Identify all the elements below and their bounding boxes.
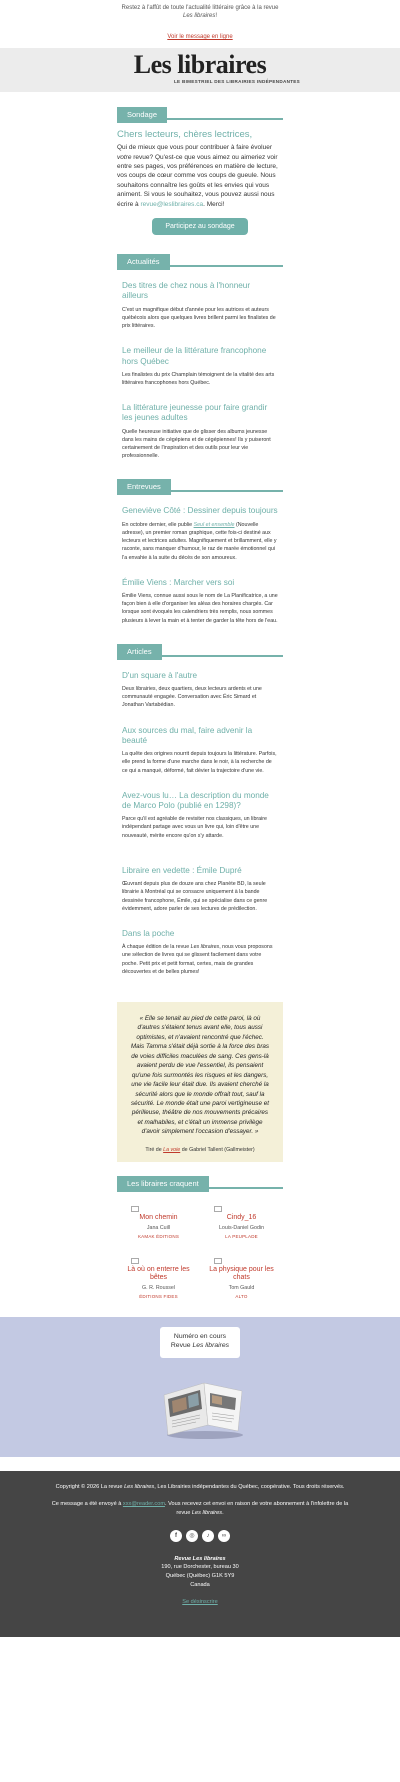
section-header-sondage — [117, 104, 283, 120]
section-header-actualites — [117, 251, 283, 267]
book-card[interactable] — [121, 1206, 196, 1258]
social-links — [50, 1530, 350, 1542]
article-summary: Parce qu'il est agréable de revisiter nos classiques, un libraire indépendant partage avec vous un livre qui, loin d'être une nouveauté, mérite encore qu'on s'y attarde. — [122, 816, 267, 839]
section-header-craquent — [117, 1173, 283, 1189]
summary-part: , nous vous proposons une sélection de livres qui se glissent facilement dans votre poche. Petit prix et petit format, certes, mais de grandes découvertes et de belles plumes! — [122, 944, 273, 975]
book-cover-placeholder[interactable] — [214, 1206, 222, 1212]
main-content — [117, 104, 283, 1306]
issue-line-2-part: Revue — [170, 1341, 193, 1349]
article-title[interactable]: Libraire en vedette : Émile Dupré — [122, 865, 242, 875]
sondage-text-part: . Merci! — [203, 200, 225, 208]
logo[interactable]: Les libraires — [133, 50, 267, 80]
sondage-text — [117, 143, 283, 209]
address-line: 190, rue Dorchester, bureau 30 — [161, 1564, 239, 1571]
section-title: Actualités — [117, 254, 170, 270]
book-author: Louis-Daniel Godin — [218, 1225, 265, 1232]
source-part: de Gabriel Tallent (Gallmeister) — [180, 1146, 255, 1153]
facebook-icon[interactable]: f — [170, 1530, 182, 1542]
notice-part: . — [222, 1510, 224, 1516]
survey-button[interactable]: Participez au sondage — [152, 218, 248, 235]
book-card[interactable] — [204, 1206, 279, 1258]
book-author: G. R. Roussel — [142, 1285, 175, 1292]
article-title[interactable]: Avez-vous lu… La description du monde de Marco Polo (publié en 1298)? — [122, 790, 269, 811]
current-issue-button[interactable] — [160, 1327, 240, 1358]
footer — [0, 1471, 400, 1637]
article-item[interactable] — [117, 726, 283, 775]
greeting: Chers lecteurs, chères lectrices, — [117, 129, 253, 141]
instagram-icon[interactable]: ◎ — [186, 1530, 198, 1542]
copyright-em: Les libraires — [124, 1483, 155, 1490]
view-online — [0, 20, 400, 48]
sondage-text-part: revue? Qu'est-ce que vous aimez ou aimeriez voir entre ses pages, vos préférences en matière de lecture, vos coups de cœur comme vos coups de gueule. Nous souhaitons connaître les goûts et les envies qui vous animent. Si vous le souhaitez, vous pouvez aussi nous écrire à — [117, 153, 278, 208]
interview-item[interactable] — [117, 578, 283, 625]
section-title: Sondage — [117, 107, 167, 123]
article-title[interactable]: Des titres de chez nous à l'honneur ailleurs — [122, 281, 251, 301]
article-title[interactable]: Aux sources du mal, faire advenir la beauté — [122, 725, 253, 745]
notice-part: . Vous recevez cet envoi en raison de votre abonnement à l'infolettre de la revue — [164, 1501, 349, 1516]
article-item[interactable] — [117, 929, 283, 976]
article-summary — [122, 521, 278, 562]
article-summary: Deux librairies, deux quartiers, deux lecteurs ardents et une communauté engagée. Conversation avec Éric Simard et Jonathan Vartabédian. — [122, 686, 262, 709]
article-summary: C'est un magnifique début d'année pour les autrices et auteurs québécois alors que quelques livres brillent parmi les finalistes de prix littéraires. — [122, 306, 276, 330]
article-item[interactable] — [117, 403, 283, 460]
sent-notice — [50, 1500, 350, 1517]
article-title[interactable]: Dans la poche — [122, 928, 175, 938]
issue-line-2-em: Les libraires — [192, 1341, 230, 1349]
article-title[interactable]: Geneviève Côté : Dessiner depuis toujours — [122, 506, 278, 516]
book-grid — [117, 1206, 283, 1306]
article-summary: Œuvrant depuis plus de douze ans chez Planète BD, la seule librairie à Montréal qui se consacre uniquement à la bande dessinée francophone, Émile, qui se spécialise dans ce genre évidemment, adore parler de ses lectures de prédilection. — [122, 881, 268, 912]
quote-text: « Elle se tenait au pied de cette paroi, là où d'autres s'étaient tenus avant elle, tous aussi optimistes, et n'avaient rencontré que l'échec. Mais Tamma s'était déjà sortie à la force des bras de voies difficiles maculées de sang. Ces gens-là avaient perdu de vue l'essentiel, ils pensaient qu'une fois surmontés les risques et les dangers, une vie facile leur était due. Ils avaient cherché la sécurité alors que le monde offrait tout, sauf la sécurité. Le monde était une paroi vertigineuse et périlleuse, théâtre de nos mouvements précaires et malhabiles, et c'était un immense privilège d'avoir simplement l'occasion d'essayer. » — [130, 1015, 270, 1136]
preheader-end: ! — [215, 13, 218, 20]
article-item[interactable] — [117, 671, 283, 710]
copyright-part: Copyright © 2026 La revue — [55, 1483, 125, 1490]
book-cover-placeholder[interactable] — [214, 1258, 222, 1264]
section-title: Les libraires craquent — [117, 1176, 209, 1192]
tiktok-icon[interactable]: ♪ — [202, 1530, 214, 1542]
copyright — [50, 1483, 350, 1492]
book-title[interactable]: La physique pour les chats — [209, 1265, 274, 1282]
article-item[interactable] — [117, 866, 283, 913]
source-part: Tiré de — [145, 1146, 164, 1153]
book-author: Tom Gauld — [228, 1285, 255, 1292]
article-item[interactable] — [117, 281, 283, 330]
view-online-link[interactable]: Voir le message en ligne — [167, 34, 233, 41]
notice-part: Ce message a été envoyé à — [51, 1501, 123, 1508]
article-summary: Émilie Viens, connue aussi sous le nom de La Planificatrice, a une façon bien à elle d'organiser les aléas des horaires chargés. Car lorsque sont évoqués les calendriers très remplis, nous sommes plusieurs à lever la main et à tenter de garder la tête hors de l'eau. — [122, 592, 278, 624]
link-icon[interactable]: ∞ — [218, 1530, 230, 1542]
quote-source — [129, 1147, 271, 1153]
book-cover-placeholder[interactable] — [131, 1206, 139, 1212]
article-item[interactable] — [117, 791, 283, 840]
address-country: Canada — [190, 1581, 210, 1588]
book-title[interactable]: Mon chemin — [139, 1213, 178, 1221]
article-summary — [122, 943, 278, 976]
preheader-revue-name: Les libraires — [182, 13, 216, 20]
unsubscribe — [50, 1598, 350, 1607]
book-card[interactable] — [121, 1258, 196, 1306]
book-publisher: KAMAK ÉDITIONS — [137, 1234, 180, 1240]
book-title[interactable]: Là où on enterre les bêtes — [127, 1265, 190, 1282]
book-title[interactable]: Cindy_16 — [226, 1213, 257, 1221]
article-summary: La quête des origines nourrit depuis toujours la littérature. Parfois, elle prend la forme d'une marche dans le noir, à la recherche de ce qui a manqué, déformé, fait dévier la trajectoire d'une vie. — [122, 751, 277, 774]
interview-item[interactable] — [117, 506, 283, 561]
article-title[interactable]: Le meilleur de la littérature francophone hors Québec — [122, 346, 267, 366]
section-header-entrevues — [117, 476, 283, 492]
copyright-part: , Les Librairies indépendantes du Québec, coopérative. Tous droits réservés. — [154, 1483, 345, 1490]
sondage-text-em: votre — [117, 153, 132, 161]
contact-email-link[interactable]: revue@leslibraires.ca — [140, 200, 204, 208]
book-publisher: ALTO — [235, 1294, 248, 1300]
section-header-articles — [117, 641, 283, 657]
section-title: Articles — [117, 644, 162, 660]
quote-block — [117, 1002, 283, 1162]
article-summary: Quelle heureuse initiative que de glisser des albums jeunesse dans les mains de cégépiens et de cégépiennes! Ils y puiseront certainement de l'inspiration et des outils pour leur vie professionnelle. — [122, 428, 271, 460]
section-title: Entrevues — [117, 479, 171, 495]
book-cover-placeholder[interactable] — [131, 1258, 139, 1264]
sondage-text-part: Qui de mieux que vous pour contribuer à faire évoluer — [117, 144, 273, 152]
notice-em: Les libraires — [191, 1510, 223, 1516]
book-card[interactable] — [204, 1258, 279, 1306]
unsubscribe-link[interactable]: Se désinscrire — [182, 1599, 218, 1606]
tagline: LE BIMESTRIEL DES LIBRAIRIES INDÉPENDANTES — [173, 79, 301, 85]
issue-line-2 — [160, 1341, 240, 1350]
article-title[interactable]: Émilie Viens : Marcher vers soi — [122, 577, 235, 587]
masthead — [0, 48, 400, 92]
article-summary: Les finalistes du prix Champlain témoignent de la vitalité des arts littéraires francophones hors Québec. — [122, 371, 275, 386]
summary-part: À chaque édition de la revue — [122, 944, 191, 951]
article-item[interactable] — [117, 346, 283, 387]
postal-address — [50, 1555, 350, 1590]
book-link[interactable]: Seul et ensemble — [193, 521, 235, 528]
current-issue-banner — [0, 1317, 400, 1457]
summary-part: En octobre dernier, elle publie — [122, 521, 194, 528]
book-publisher: LA PEUPLADE — [225, 1234, 258, 1240]
book-publisher: ÉDITIONS FIDES — [139, 1294, 178, 1300]
org-name: Revue Les libraires — [174, 1555, 226, 1562]
article-title[interactable]: La littérature jeunesse pour faire grandir les jeunes adultes — [122, 403, 268, 423]
preheader-text: Restez à l'affût de toute l'actualité littéraire grâce à la revue — [121, 5, 279, 11]
summary-em: Les libraires — [190, 944, 220, 951]
recipient-email-link[interactable]: xxx@reader.com — [122, 1501, 165, 1508]
quote-book-link[interactable]: La voie — [163, 1146, 181, 1153]
summary-part: (Nouvelle adresse), un premier roman graphique, cette fois-ci destiné aux lecteurs et lectrices adultes. Magnifiquement et brillamment, elle y raconte, sans manquer d'humour, le raz de marée émotionnel qui l'a envahie à la suite du décès de son amoureux. — [122, 521, 277, 561]
article-title[interactable]: D'un square à l'autre — [122, 670, 198, 680]
book-author: Jana Cuill — [146, 1225, 171, 1232]
preheader — [0, 0, 400, 20]
address-line: Québec (Québec) G1K 5Y9 — [165, 1572, 235, 1579]
issue-line-1: Numéro en cours — [173, 1332, 227, 1340]
magazine-image[interactable] — [160, 1365, 246, 1441]
